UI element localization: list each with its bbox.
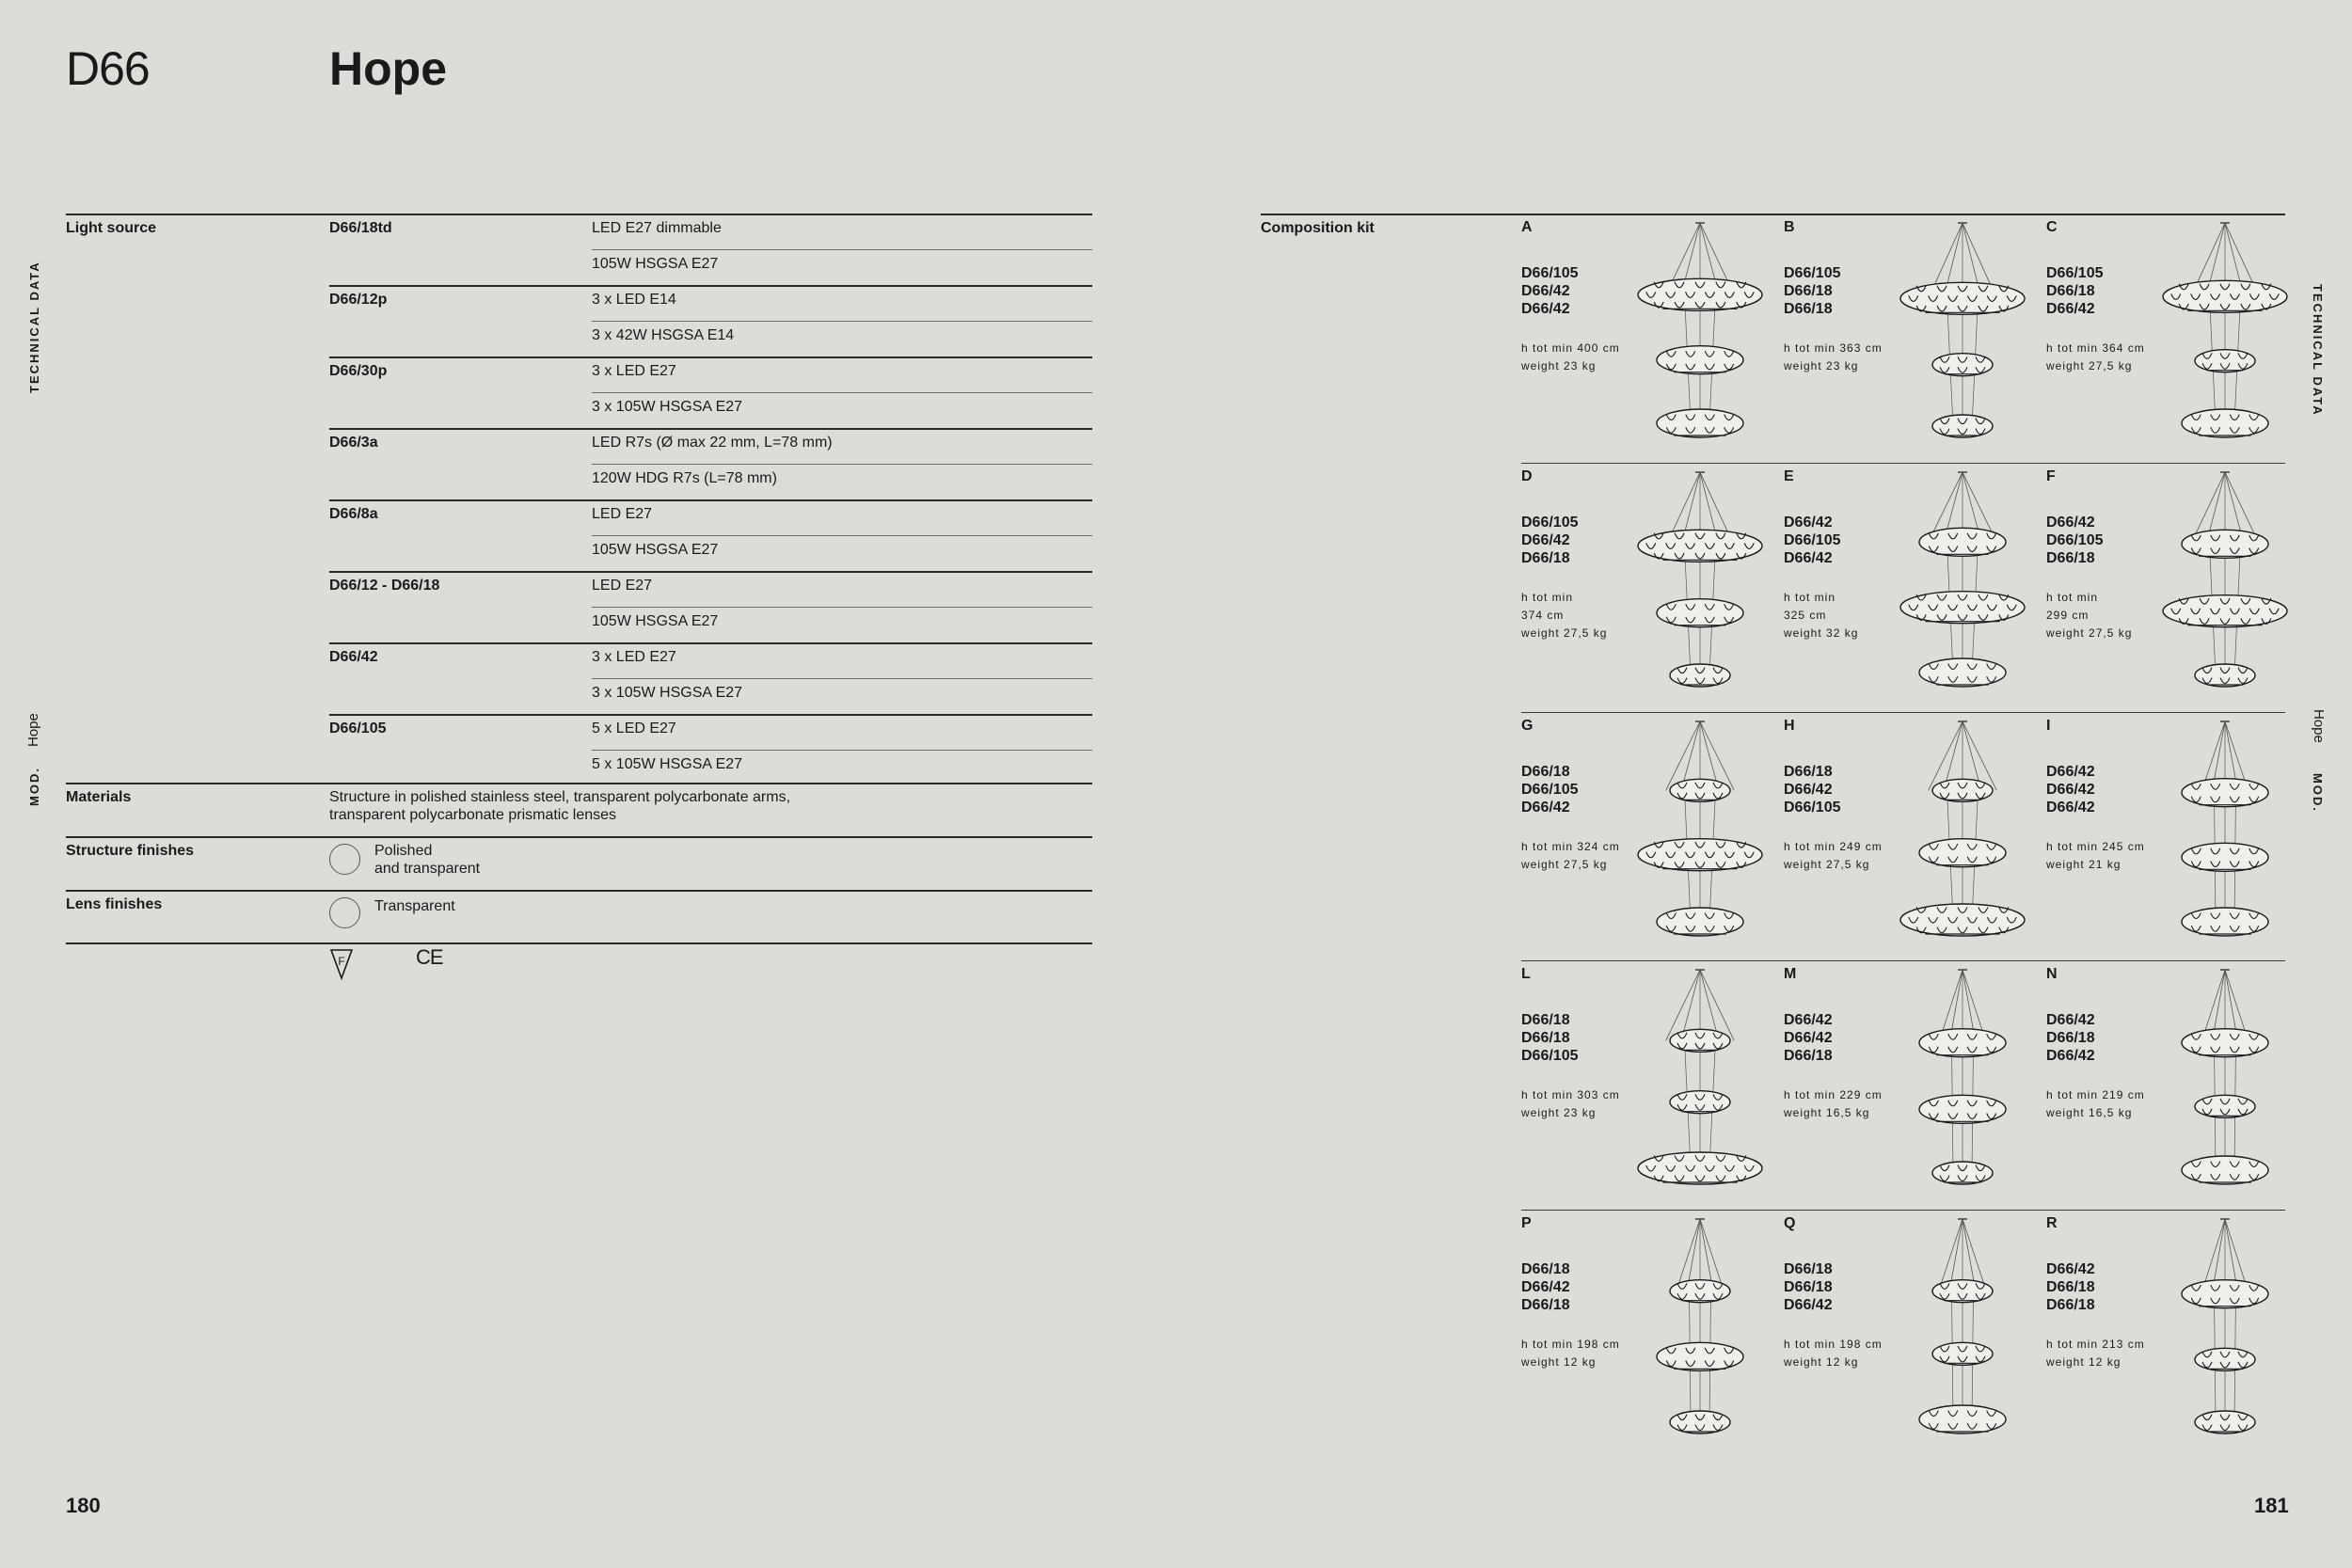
light-source-line-rule <box>592 464 1092 465</box>
lamp-shade-42 <box>2182 843 2268 871</box>
materials-value-line1: Structure in polished stainless steel, transparent polycarbonate arms, <box>329 789 791 805</box>
lamp-shade-42 <box>2182 530 2268 558</box>
kit-code: D66/105 <box>1784 532 1841 548</box>
kit-codes <box>1521 1011 1579 1065</box>
light-source-code: D66/12 - D66/18 <box>329 578 440 594</box>
kit-meta-line: weight 23 kg <box>1784 359 1859 372</box>
suspension-cables <box>1666 970 1735 1168</box>
kit-meta-line: h tot min <box>1784 591 1836 604</box>
chandelier-icon <box>2159 1215 2291 1439</box>
lamp-shade-42 <box>2182 1280 2268 1308</box>
kit-code: D66/42 <box>2046 764 2095 780</box>
kit-code: D66/42 <box>1784 782 1833 798</box>
light-source-code: D66/105 <box>329 721 387 736</box>
kit-meta-line: h tot min 400 cm <box>1521 341 1620 355</box>
kit-meta-line: h tot min <box>2046 591 2099 604</box>
light-source-line-rule <box>592 750 1092 751</box>
light-source-code: D66/3a <box>329 435 378 451</box>
lamp-shade-42 <box>1919 1405 2006 1433</box>
suspension-cables <box>2191 223 2260 423</box>
kit-letter: C <box>2046 219 2058 235</box>
chandelier-icon <box>2159 468 2291 692</box>
lamp-shade-18 <box>2195 1411 2255 1433</box>
lens-finish-value: Transparent <box>374 898 455 914</box>
structure-finish-value-line2: and transparent <box>374 861 481 877</box>
composition-kit-b <box>1784 219 2033 450</box>
light-source-value: 3 x 42W HSGSA E14 <box>592 327 735 343</box>
suspension-cables <box>2201 721 2249 922</box>
lamp-shade-105 <box>2163 280 2287 312</box>
kit-meta <box>2046 1086 2145 1122</box>
spec-bottom-rule <box>66 942 1092 944</box>
chandelier-icon <box>1897 966 2028 1190</box>
composition-kit-n <box>2046 966 2296 1196</box>
kit-codes <box>2046 514 2104 567</box>
ce-mark-icon: CE <box>416 945 443 969</box>
kit-code: D66/42 <box>1784 1030 1833 1046</box>
suspension-cables <box>1939 970 1987 1173</box>
kit-code: D66/42 <box>1784 515 1833 531</box>
lamp-shade-42 <box>1919 839 2006 867</box>
composition-row-rule <box>1521 960 2285 961</box>
composition-kit-m <box>1784 966 2033 1196</box>
kit-letter: M <box>1784 966 1797 982</box>
light-source-value: 5 x LED E27 <box>592 721 676 736</box>
kit-codes <box>2046 763 2095 816</box>
lamp-shade-18 <box>1932 779 1993 801</box>
kit-code: D66/18 <box>2046 1030 2095 1046</box>
kit-meta-line: weight 21 kg <box>2046 858 2122 871</box>
lamp-shade-18 <box>1670 1091 1730 1114</box>
suspension-cables <box>1929 472 1997 673</box>
light-source-line-rule <box>592 249 1092 250</box>
chandelier-icon <box>1897 1215 2028 1439</box>
light-source-code: D66/8a <box>329 506 378 522</box>
kit-meta-line: h tot min 198 cm <box>1521 1338 1620 1351</box>
kit-meta <box>1784 838 1883 874</box>
chandelier-icon <box>1897 718 2028 942</box>
model-code: D66 <box>66 42 150 95</box>
suspension-cables <box>1666 721 1735 922</box>
lamp-shade-42 <box>1657 1342 1743 1370</box>
light-source-value: 3 x LED E27 <box>592 363 676 379</box>
lamp-shade-42 <box>2182 779 2268 807</box>
kit-code: D66/18 <box>1521 1030 1570 1046</box>
lamp-shade-18 <box>2195 350 2255 372</box>
light-source-code: D66/18td <box>329 220 392 236</box>
kit-meta <box>2046 1336 2145 1371</box>
side-label-technical-data-right: TECHNICAL DATA <box>2311 284 2325 417</box>
side-label-name-right: Hope <box>2311 709 2327 743</box>
lamp-shade-42 <box>1919 658 2006 687</box>
lamp-shade-105 <box>1638 839 1762 871</box>
kit-letter: I <box>2046 718 2051 734</box>
kit-code: D66/18 <box>2046 283 2095 299</box>
kit-meta-line: weight 27,5 kg <box>1521 858 1608 871</box>
kit-meta <box>1784 589 1858 642</box>
composition-kit-q <box>1784 1215 2033 1446</box>
kit-code: D66/42 <box>2046 800 2095 816</box>
kit-code: D66/42 <box>1521 1279 1570 1295</box>
kit-meta-line: weight 27,5 kg <box>2046 626 2133 640</box>
structure-finishes-label: Structure finishes <box>66 843 195 859</box>
kit-letter: F <box>2046 468 2056 484</box>
kit-code: D66/18 <box>2046 1279 2095 1295</box>
kit-meta-line: h tot min 219 cm <box>2046 1088 2145 1101</box>
kit-codes <box>2046 264 2104 318</box>
page-number-left: 180 <box>66 1494 101 1517</box>
light-source-value: 105W HSGSA E27 <box>592 542 719 558</box>
suspension-cables <box>1939 1219 1987 1419</box>
kit-codes <box>1521 1260 1570 1314</box>
lamp-shade-42 <box>2182 409 2268 437</box>
structure-finish-value-line1: Polished <box>374 843 433 859</box>
polished-swatch <box>329 844 360 875</box>
light-source-group-rule <box>329 285 1092 287</box>
composition-kit-l <box>1521 966 1771 1196</box>
lamp-shade-18 <box>1670 1411 1730 1433</box>
kit-code: D66/18 <box>1784 283 1833 299</box>
structure-rule <box>66 836 1092 838</box>
kit-code: D66/105 <box>1521 265 1579 281</box>
lens-finishes-label: Lens finishes <box>66 896 163 912</box>
kit-meta-line: weight 23 kg <box>1521 1106 1597 1119</box>
kit-meta-line: weight 23 kg <box>1521 359 1597 372</box>
kit-meta <box>1521 589 1607 642</box>
chandelier-icon <box>1634 468 1766 692</box>
kit-codes <box>1784 264 1841 318</box>
light-source-label: Light source <box>66 220 157 236</box>
kit-code: D66/42 <box>1784 1012 1833 1028</box>
kit-letter: E <box>1784 468 1794 484</box>
kit-code: D66/18 <box>1784 1048 1833 1064</box>
suspension-cables <box>1929 721 1997 920</box>
kit-letter: N <box>2046 966 2058 982</box>
lamp-shade-18 <box>1670 1280 1730 1303</box>
light-source-value: 3 x 105W HSGSA E27 <box>592 399 743 415</box>
kit-codes <box>1521 264 1579 318</box>
kit-code: D66/18 <box>2046 550 2095 566</box>
light-source-code: D66/30p <box>329 363 388 379</box>
kit-letter: H <box>1784 718 1795 734</box>
composition-row-rule <box>1521 1210 2285 1211</box>
kit-code: D66/18 <box>1521 1297 1570 1313</box>
light-source-value: 3 x 105W HSGSA E27 <box>592 685 743 701</box>
light-source-value: 5 x 105W HSGSA E27 <box>592 756 743 772</box>
suspension-cables <box>2201 1219 2249 1422</box>
lamp-shade-105 <box>1638 530 1762 562</box>
kit-codes <box>1784 1011 1833 1065</box>
kit-meta-line: weight 16,5 kg <box>2046 1106 2133 1119</box>
composition-kit-a <box>1521 219 1771 450</box>
kit-code: D66/42 <box>2046 1261 2095 1277</box>
kit-codes <box>2046 1011 2095 1065</box>
kit-meta <box>1784 1336 1883 1371</box>
lamp-shade-18 <box>1670 1029 1730 1052</box>
suspension-cables <box>2201 970 2249 1170</box>
kit-meta-line: h tot min 198 cm <box>1784 1338 1883 1351</box>
kit-meta <box>2046 340 2145 375</box>
chandelier-icon <box>2159 718 2291 942</box>
lamp-shade-105 <box>1900 592 2025 624</box>
kit-code: D66/42 <box>2046 1048 2095 1064</box>
kit-code: D66/42 <box>2046 1012 2095 1028</box>
lamp-shade-18 <box>2195 664 2255 687</box>
light-source-value: 105W HSGSA E27 <box>592 256 719 272</box>
light-source-value: LED E27 dimmable <box>592 220 722 236</box>
side-label-mod-left: MOD. <box>27 767 41 806</box>
lamp-shade-105 <box>1900 904 2025 936</box>
light-source-value: 3 x LED E14 <box>592 292 676 308</box>
page-number-right: 181 <box>2254 1494 2289 1517</box>
kit-code: D66/105 <box>1784 265 1841 281</box>
lamp-shade-18 <box>2195 1095 2255 1117</box>
composition-kit-i <box>2046 718 2296 948</box>
lamp-shade-105 <box>1900 282 2025 314</box>
kit-code: D66/18 <box>2046 1297 2095 1313</box>
kit-meta-line: 374 cm <box>1521 609 1565 622</box>
kit-letter: G <box>1521 718 1534 734</box>
light-source-value: LED E27 <box>592 506 653 522</box>
kit-meta <box>1521 340 1620 375</box>
kit-meta-line: h tot min 245 cm <box>2046 840 2145 853</box>
kit-meta-line: h tot min 229 cm <box>1784 1088 1883 1101</box>
light-source-group-rule <box>329 714 1092 716</box>
materials-label: Materials <box>66 789 132 805</box>
light-source-line-rule <box>592 321 1092 322</box>
light-source-code: D66/12p <box>329 292 388 308</box>
lamp-shade-42 <box>2182 908 2268 936</box>
kit-meta <box>2046 838 2145 874</box>
light-source-group-rule <box>329 499 1092 501</box>
side-label-technical-data-left: TECHNICAL DATA <box>27 261 41 393</box>
lamp-shade-42 <box>1657 409 1743 437</box>
light-source-code: D66/42 <box>329 649 378 665</box>
light-source-line-rule <box>592 535 1092 536</box>
kit-codes <box>1784 763 1841 816</box>
lamp-shade-18 <box>1670 779 1730 801</box>
side-label-name-left: Hope <box>25 713 41 747</box>
kit-meta-line: h tot min 213 cm <box>2046 1338 2145 1351</box>
composition-kit-p <box>1521 1215 1771 1446</box>
kit-code: D66/105 <box>1521 515 1579 531</box>
suspension-cables <box>1666 472 1735 675</box>
composition-row-rule <box>1521 712 2285 713</box>
kit-meta-line: h tot min 364 cm <box>2046 341 2145 355</box>
transparent-swatch <box>329 897 360 928</box>
kit-code: D66/42 <box>1521 301 1570 317</box>
kit-meta-line: 299 cm <box>2046 609 2090 622</box>
composition-kit-r <box>2046 1215 2296 1446</box>
lens-rule <box>66 890 1092 892</box>
kit-codes <box>1521 514 1579 567</box>
kit-code: D66/18 <box>1784 1261 1833 1277</box>
kit-meta-line: h tot min 324 cm <box>1521 840 1620 853</box>
kit-code: D66/105 <box>2046 265 2104 281</box>
materials-rule <box>66 783 1092 784</box>
composition-kit-g <box>1521 718 1771 948</box>
kit-codes <box>1784 1260 1833 1314</box>
kit-code: D66/42 <box>2046 515 2095 531</box>
kit-meta <box>2046 589 2132 642</box>
light-source-line-rule <box>592 678 1092 679</box>
lamp-shade-18 <box>1670 664 1730 687</box>
kit-codes <box>1521 763 1579 816</box>
kit-letter: B <box>1784 219 1795 235</box>
suspension-cables <box>2191 472 2260 675</box>
kit-meta <box>1521 838 1620 874</box>
composition-kit-f <box>2046 468 2296 699</box>
svg-text:F: F <box>338 955 345 968</box>
kit-meta-line: weight 32 kg <box>1784 626 1859 640</box>
suspension-cables <box>1677 1219 1724 1422</box>
chandelier-icon <box>1897 219 2028 443</box>
lamp-shade-42 <box>1657 346 1743 374</box>
kit-meta <box>1521 1336 1620 1371</box>
light-source-line-rule <box>592 392 1092 393</box>
chandelier-icon <box>1634 718 1766 942</box>
lamp-shade-18 <box>1932 1162 1993 1184</box>
kit-meta-line: h tot min 249 cm <box>1784 840 1883 853</box>
kit-code: D66/42 <box>1521 800 1570 816</box>
kit-meta-line: weight 12 kg <box>1521 1355 1597 1369</box>
kit-letter: P <box>1521 1215 1532 1231</box>
lamp-shade-42 <box>1919 1029 2006 1057</box>
kit-code: D66/18 <box>1784 1279 1833 1295</box>
lamp-shade-18 <box>2195 1348 2255 1370</box>
composition-kit-e <box>1784 468 2033 699</box>
composition-kit-c <box>2046 219 2296 450</box>
lamp-shade-42 <box>1919 528 2006 556</box>
chandelier-icon <box>2159 966 2291 1190</box>
lamp-shade-18 <box>1932 1280 1993 1303</box>
lamp-shade-42 <box>1657 599 1743 627</box>
light-source-value: LED R7s (Ø max 22 mm, L=78 mm) <box>592 435 833 451</box>
light-source-group-rule <box>329 356 1092 358</box>
model-name: Hope <box>329 42 447 95</box>
kit-code: D66/105 <box>1784 800 1841 816</box>
light-source-value: 105W HSGSA E27 <box>592 613 719 629</box>
lamp-shade-42 <box>1657 908 1743 936</box>
composition-row-rule <box>1521 463 2285 464</box>
lamp-shade-18 <box>1932 1342 1993 1365</box>
kit-meta <box>1784 340 1883 375</box>
light-source-value: 3 x LED E27 <box>592 649 676 665</box>
side-label-mod-right: MOD. <box>2311 773 2325 813</box>
composition-kit-label: Composition kit <box>1261 220 1375 236</box>
kit-code: D66/18 <box>1521 1261 1570 1277</box>
kit-meta-line: h tot min 363 cm <box>1784 341 1883 355</box>
materials-value-line2: transparent polycarbonate prismatic lenses <box>329 807 617 823</box>
kit-meta-line: 325 cm <box>1784 609 1827 622</box>
kit-code: D66/18 <box>1521 764 1570 780</box>
composition-kit-d <box>1521 468 1771 699</box>
light-source-value: LED E27 <box>592 578 653 594</box>
kit-code: D66/42 <box>1784 1297 1833 1313</box>
light-source-value: 120W HDG R7s (L=78 mm) <box>592 470 777 486</box>
f-mark-icon <box>329 948 354 980</box>
kit-letter: Q <box>1784 1215 1796 1231</box>
lamp-shade-18 <box>1932 415 1993 437</box>
kit-code: D66/105 <box>2046 532 2104 548</box>
kit-meta-line: weight 12 kg <box>2046 1355 2122 1369</box>
lamp-shade-105 <box>2163 595 2287 627</box>
chandelier-icon <box>1634 219 1766 443</box>
light-source-line-rule <box>592 607 1092 608</box>
lamp-shade-18 <box>1932 354 1993 376</box>
lamp-shade-42 <box>2182 1156 2268 1184</box>
kit-letter: A <box>1521 219 1533 235</box>
kit-code: D66/42 <box>1784 550 1833 566</box>
kit-meta-line: weight 16,5 kg <box>1784 1106 1870 1119</box>
lamp-shade-105 <box>1638 1152 1762 1184</box>
kit-code: D66/42 <box>1521 532 1570 548</box>
kit-code: D66/18 <box>1784 764 1833 780</box>
lamp-shade-105 <box>1638 278 1762 310</box>
chandelier-icon <box>2159 219 2291 443</box>
light-source-group-rule <box>329 571 1092 573</box>
chandelier-icon <box>1634 1215 1766 1439</box>
kit-meta-line: weight 27,5 kg <box>2046 359 2133 372</box>
chandelier-icon <box>1634 966 1766 1190</box>
lamp-shade-42 <box>1919 1095 2006 1123</box>
kit-code: D66/105 <box>1521 782 1579 798</box>
kit-code: D66/18 <box>1784 301 1833 317</box>
kit-letter: D <box>1521 468 1533 484</box>
kit-letter: L <box>1521 966 1531 982</box>
kit-code: D66/18 <box>1521 1012 1570 1028</box>
kit-code: D66/42 <box>2046 782 2095 798</box>
light-source-group-rule <box>329 642 1092 644</box>
kit-meta-line: weight 12 kg <box>1784 1355 1859 1369</box>
chandelier-icon <box>1897 468 2028 692</box>
kit-codes <box>1784 514 1841 567</box>
kit-code: D66/18 <box>1521 550 1570 566</box>
kit-meta-line: weight 27,5 kg <box>1784 858 1870 871</box>
kit-code: D66/42 <box>1521 283 1570 299</box>
light-source-group-rule <box>329 428 1092 430</box>
kit-meta <box>1784 1086 1883 1122</box>
suspension-cables <box>1666 223 1735 423</box>
lamp-shade-42 <box>2182 1029 2268 1057</box>
kit-code: D66/105 <box>1521 1048 1579 1064</box>
composition-top-rule <box>1261 214 2285 215</box>
suspension-cables <box>1929 223 1997 426</box>
kit-meta-line: h tot min <box>1521 591 1574 604</box>
spec-top-rule <box>66 214 1092 215</box>
composition-kit-h <box>1784 718 2033 948</box>
kit-meta-line: h tot min 303 cm <box>1521 1088 1620 1101</box>
kit-letter: R <box>2046 1215 2058 1231</box>
kit-codes <box>2046 1260 2095 1314</box>
kit-meta <box>1521 1086 1620 1122</box>
kit-meta-line: weight 27,5 kg <box>1521 626 1608 640</box>
kit-code: D66/42 <box>2046 301 2095 317</box>
